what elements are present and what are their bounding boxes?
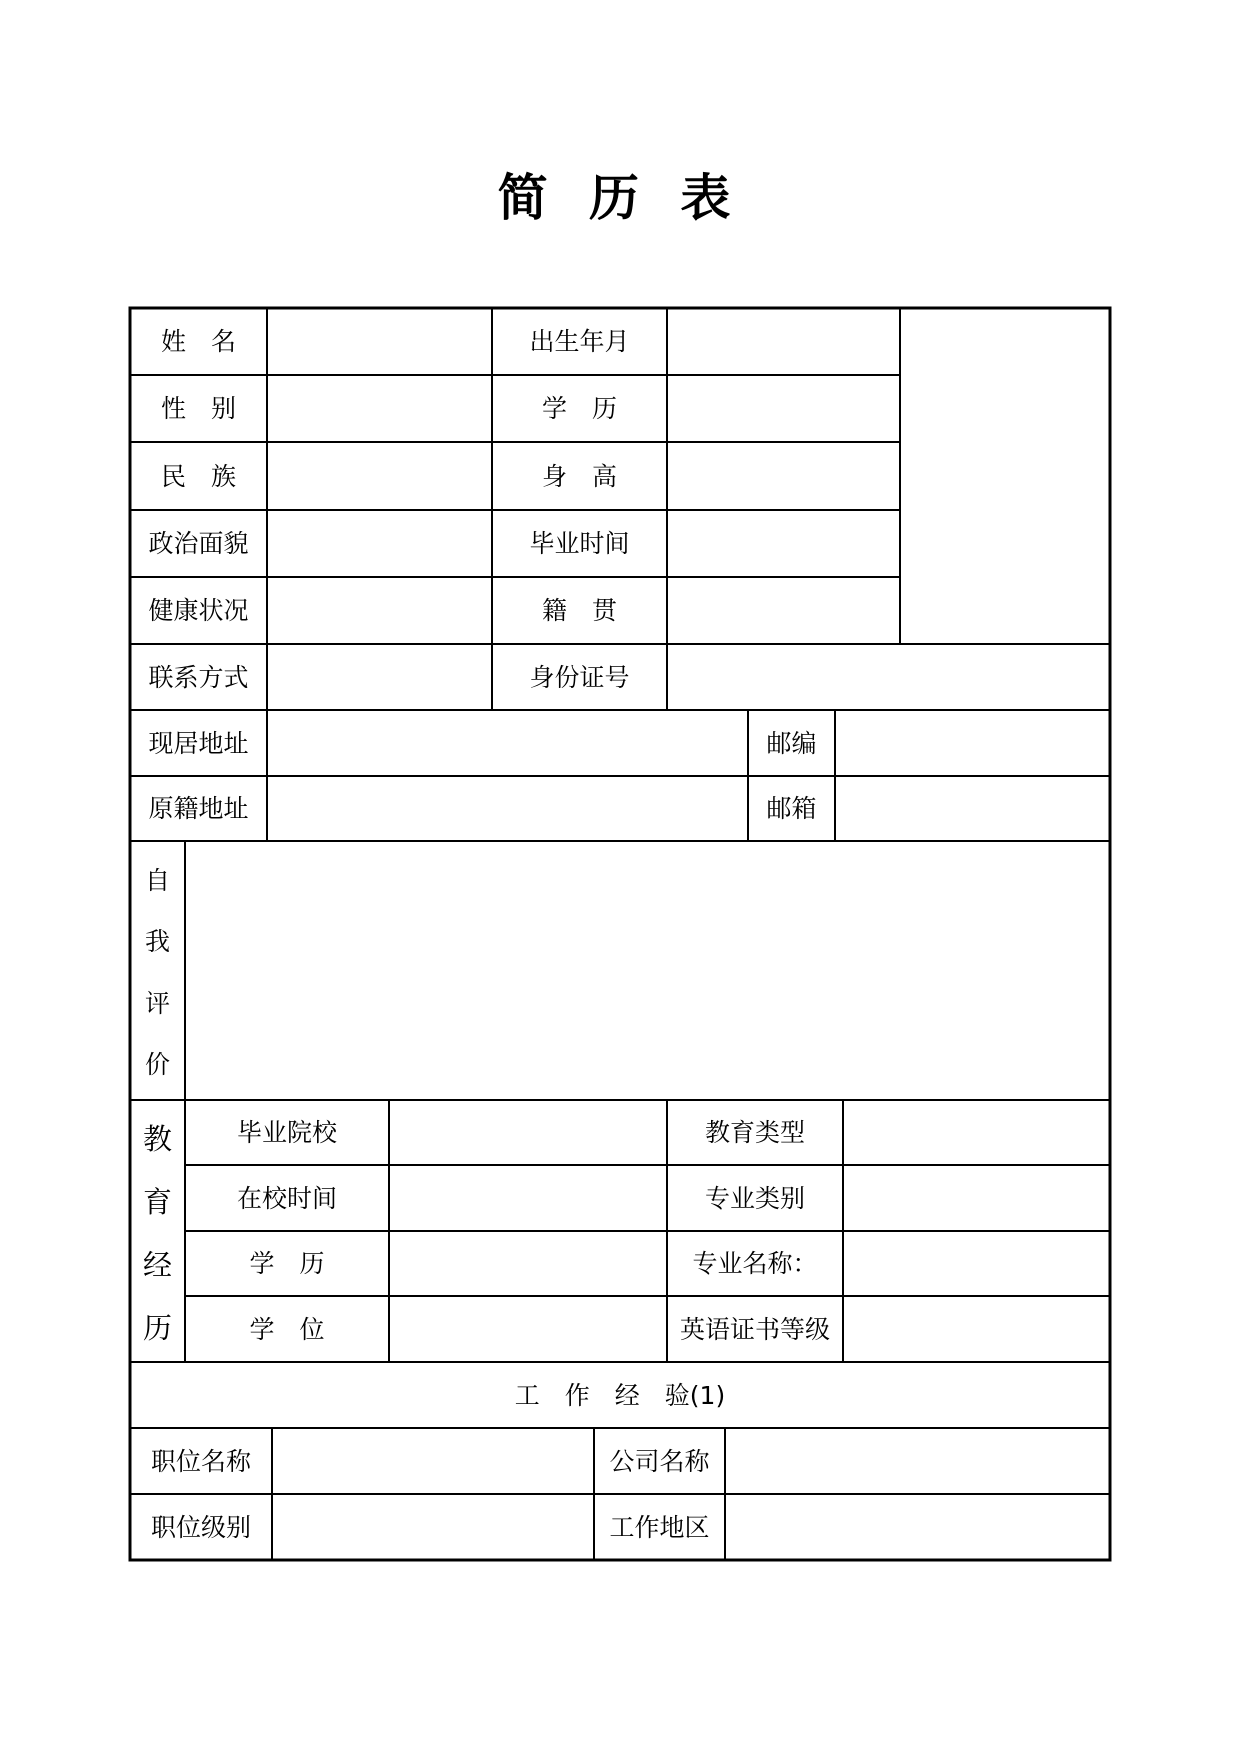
label-major-category: 专业类别 bbox=[704, 1183, 805, 1213]
label-current-address: 现居地址 bbox=[148, 728, 249, 758]
label-position: 职位名称 bbox=[150, 1446, 251, 1476]
origin-address-field[interactable] bbox=[267, 776, 748, 841]
education-field[interactable] bbox=[667, 375, 900, 442]
health-field[interactable] bbox=[267, 577, 492, 644]
label-ethnicity: 民 族 bbox=[160, 461, 236, 491]
label-id-number: 身份证号 bbox=[529, 662, 630, 692]
work-experience-heading: 工 作 经 验(1) bbox=[514, 1380, 726, 1410]
contact-field[interactable] bbox=[267, 644, 492, 710]
degree-level-field[interactable] bbox=[389, 1231, 667, 1296]
education-char: 育 bbox=[142, 1185, 172, 1219]
page-title: 简 历 表 bbox=[497, 169, 743, 227]
label-contact: 联系方式 bbox=[148, 662, 249, 692]
study-time-field[interactable] bbox=[389, 1165, 667, 1231]
education-char: 教 bbox=[142, 1122, 172, 1156]
id-number-field[interactable] bbox=[667, 644, 1110, 710]
label-major-name: 专业名称： bbox=[692, 1249, 818, 1278]
position-field[interactable] bbox=[272, 1428, 594, 1494]
school-field[interactable] bbox=[389, 1100, 667, 1165]
gender-field[interactable] bbox=[267, 375, 492, 442]
label-level: 职位级别 bbox=[150, 1512, 251, 1542]
self-evaluation-field[interactable] bbox=[185, 841, 1110, 1100]
label-english-cert: 英语证书等级 bbox=[679, 1314, 830, 1344]
company-field[interactable] bbox=[725, 1428, 1110, 1494]
degree-field[interactable] bbox=[389, 1296, 667, 1362]
label-native-place: 籍 贯 bbox=[541, 596, 617, 625]
label-company: 公司名称 bbox=[609, 1446, 710, 1476]
ethnicity-field[interactable] bbox=[267, 442, 492, 510]
location-field[interactable] bbox=[725, 1494, 1110, 1560]
origin-postcode-field[interactable] bbox=[835, 776, 1110, 841]
postcode-field[interactable] bbox=[835, 710, 1110, 776]
self-eval-char: 我 bbox=[144, 927, 170, 957]
major-name-field[interactable] bbox=[843, 1231, 1110, 1296]
label-degree-level: 学 历 bbox=[249, 1249, 325, 1278]
label-postcode: 邮编 bbox=[766, 728, 817, 758]
label-gender: 性 别 bbox=[160, 394, 236, 423]
label-edu-type: 教育类型 bbox=[704, 1118, 805, 1147]
label-graduation-time: 毕业时间 bbox=[529, 529, 630, 558]
current-address-field[interactable] bbox=[267, 710, 748, 776]
label-name: 姓 名 bbox=[160, 327, 236, 356]
photo-area[interactable] bbox=[900, 308, 1110, 644]
self-evaluation-label bbox=[130, 861, 185, 1081]
label-school: 毕业院校 bbox=[236, 1118, 337, 1147]
label-height: 身 高 bbox=[541, 461, 617, 491]
label-origin-postcode: 邮箱 bbox=[766, 794, 817, 823]
label-degree: 学 位 bbox=[249, 1314, 325, 1344]
label-origin-address: 原籍地址 bbox=[148, 794, 249, 823]
education-char: 经 bbox=[142, 1248, 172, 1282]
self-eval-char: 价 bbox=[144, 1049, 170, 1079]
label-birth: 出生年月 bbox=[529, 327, 630, 356]
height-field[interactable] bbox=[667, 442, 900, 510]
english-cert-field[interactable] bbox=[843, 1296, 1110, 1362]
label-political: 政治面貌 bbox=[148, 529, 249, 558]
edu-type-field[interactable] bbox=[843, 1100, 1110, 1165]
self-eval-char: 自 bbox=[144, 866, 170, 895]
education-char: 历 bbox=[142, 1311, 172, 1345]
native-place-field[interactable] bbox=[667, 577, 900, 644]
education-history-label bbox=[130, 1117, 185, 1347]
birth-field[interactable] bbox=[667, 308, 900, 375]
major-category-field[interactable] bbox=[843, 1165, 1110, 1231]
graduation-time-field[interactable] bbox=[667, 510, 900, 577]
level-field[interactable] bbox=[272, 1494, 594, 1560]
political-field[interactable] bbox=[267, 510, 492, 577]
label-study-time: 在校时间 bbox=[236, 1183, 337, 1213]
name-field[interactable] bbox=[267, 308, 492, 375]
label-health: 健康状况 bbox=[148, 596, 249, 625]
label-education: 学 历 bbox=[541, 394, 617, 423]
label-location: 工作地区 bbox=[609, 1512, 710, 1542]
self-eval-char: 评 bbox=[144, 988, 170, 1018]
